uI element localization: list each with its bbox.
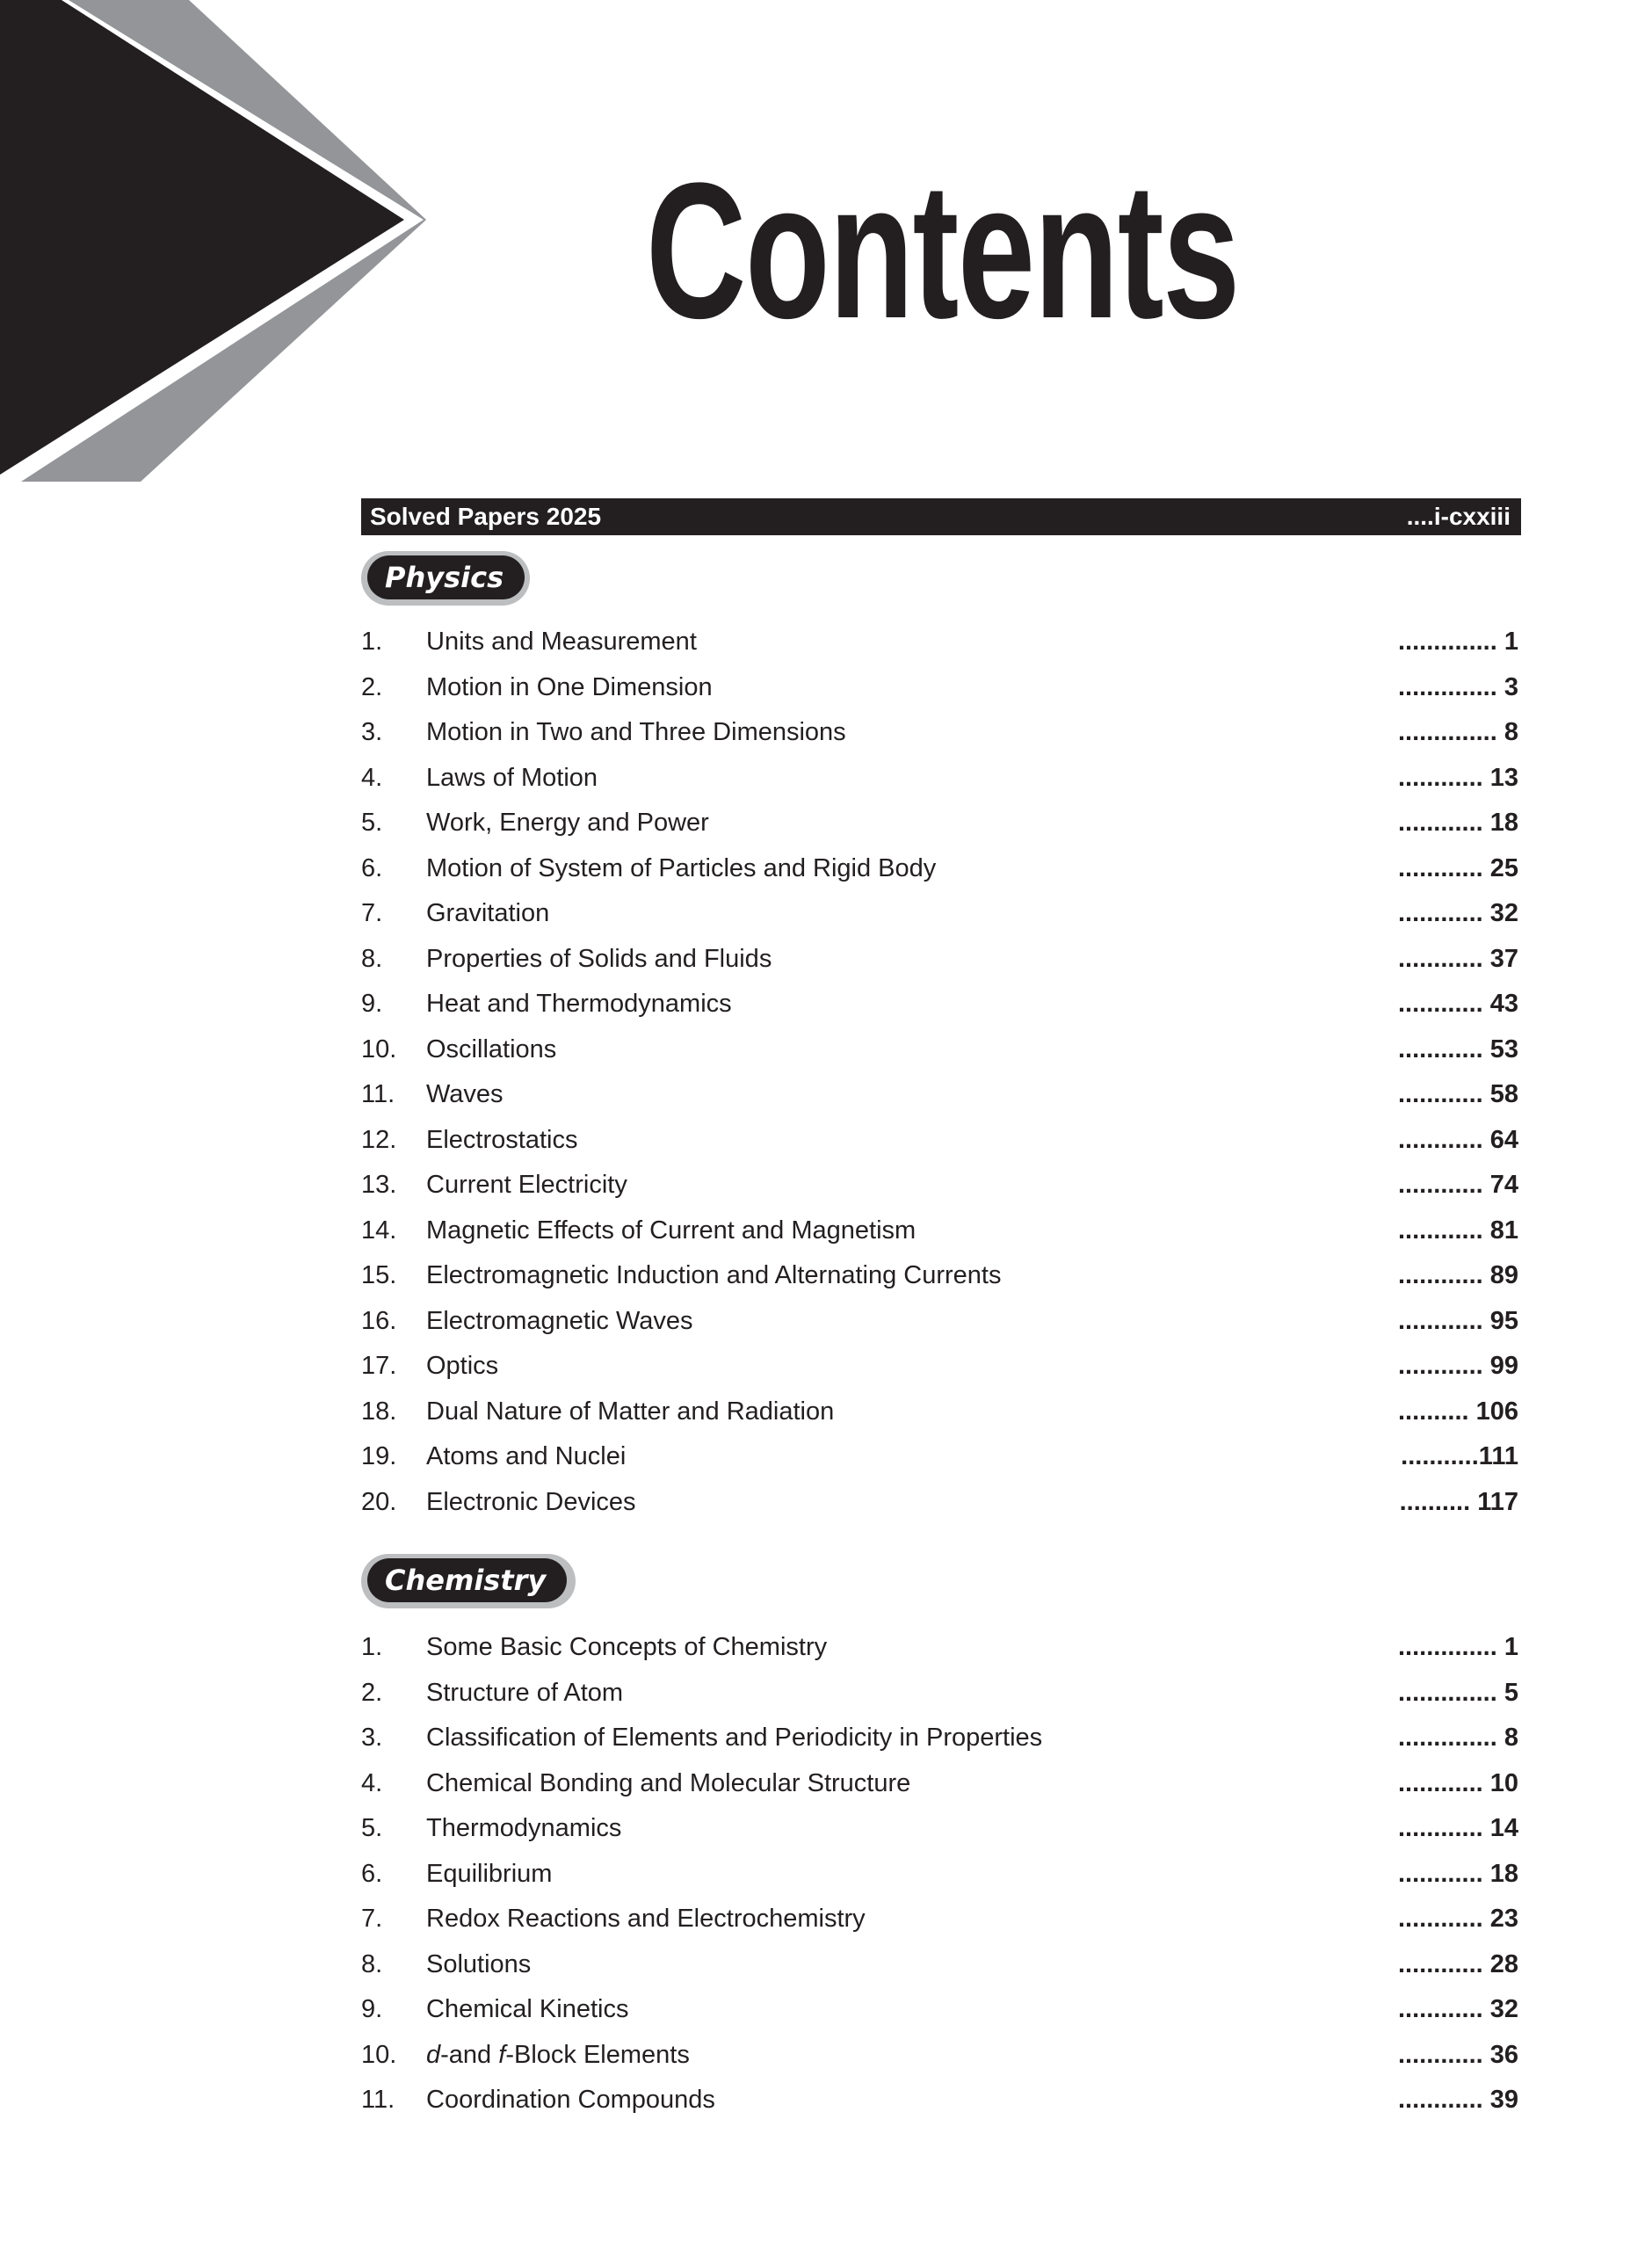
toc-row	[361, 710, 1521, 756]
toc-row	[361, 1671, 1521, 1717]
chapter-number: 4.	[361, 1768, 383, 1797]
toc-row	[361, 846, 1521, 892]
toc-row	[361, 1390, 1521, 1435]
chapter-number: 7.	[361, 899, 383, 927]
chapter-page: ............ 32	[1398, 899, 1518, 927]
toc-row	[361, 1761, 1521, 1807]
chapter-page: .......... 117	[1399, 1487, 1518, 1516]
chapter-page: ............ 58	[1398, 1080, 1518, 1108]
toc-row	[361, 1806, 1521, 1852]
chapter-number: 16.	[361, 1306, 397, 1335]
chapter-number: 5.	[361, 809, 383, 837]
toc-row	[361, 2033, 1521, 2079]
chapter-title: Chemical Bonding and Molecular Structure	[426, 1768, 911, 1797]
chapter-page: .............. 1	[1398, 628, 1518, 656]
chapter-number: 19.	[361, 1442, 397, 1470]
chapter-page: ............ 36	[1398, 2040, 1518, 2069]
physics-heading-label: Physics	[367, 555, 525, 599]
chapter-title: Work, Energy and Power	[426, 809, 709, 837]
toc-row	[361, 756, 1521, 802]
chapter-title-f: f	[498, 2040, 506, 2069]
toc-row	[361, 1118, 1521, 1164]
chapter-title: Thermodynamics	[426, 1814, 622, 1842]
chapter-number: 9.	[361, 1995, 383, 2023]
chapter-number: 17.	[361, 1352, 397, 1380]
page-title: Contents	[646, 142, 1239, 359]
toc-row	[361, 1208, 1521, 1254]
chapter-number: 8.	[361, 1949, 383, 1978]
chapter-title: Coordination Compounds	[426, 2086, 715, 2114]
chapter-title: Dual Nature of Matter and Radiation	[426, 1397, 835, 1426]
chapter-title: Laws of Motion	[426, 763, 598, 792]
chapter-title: Heat and Thermodynamics	[426, 990, 732, 1018]
toc-row	[361, 1480, 1521, 1526]
chapter-title: Oscillations	[426, 1034, 557, 1063]
toc-row	[361, 801, 1521, 846]
chapter-number: 12.	[361, 1125, 397, 1154]
chapter-title: Properties of Solids and Fluids	[426, 944, 772, 973]
chapter-page: ............ 10	[1398, 1768, 1518, 1797]
chapter-title: Redox Reactions and Electrochemistry	[426, 1905, 866, 1933]
chapter-title: Classification of Elements and Periodicity in Properties	[426, 1724, 1043, 1752]
chapter-number: 2.	[361, 672, 383, 701]
chapter-number: 14.	[361, 1216, 397, 1245]
chapter-page: ............ 14	[1398, 1814, 1518, 1842]
toc-row	[361, 982, 1521, 1027]
chapter-number: 1.	[361, 628, 383, 656]
chapter-number: 5.	[361, 1814, 383, 1842]
chapter-title-rest: -Block Elements	[505, 2040, 690, 2069]
chapter-title: Equilibrium	[426, 1859, 553, 1888]
chapter-number: 20.	[361, 1487, 397, 1516]
toc-row	[361, 1625, 1521, 1671]
chapter-title: Waves	[426, 1080, 504, 1108]
chapter-page: ............ 81	[1398, 1216, 1518, 1245]
chapter-number: 10.	[361, 2040, 397, 2069]
chemistry-heading-label: Chemistry	[367, 1558, 567, 1602]
chapter-page: ...........111	[1401, 1442, 1518, 1470]
chapter-number: 13.	[361, 1171, 397, 1199]
chapter-title-d: d	[426, 2040, 441, 2069]
chapter-title: Magnetic Effects of Current and Magnetism	[426, 1216, 917, 1245]
chapter-page: ............ 18	[1398, 1859, 1518, 1888]
corner-arrow-graphic	[0, 0, 439, 492]
chapter-number: 15.	[361, 1261, 397, 1289]
chapter-page: ............ 37	[1398, 944, 1518, 973]
toc-row	[361, 1942, 1521, 1988]
chapter-page: ............ 89	[1398, 1261, 1518, 1289]
chapter-number: 4.	[361, 763, 383, 792]
solved-papers-bar	[361, 498, 1521, 535]
toc-row	[361, 2078, 1521, 2123]
chapter-page: .......... 106	[1397, 1397, 1518, 1426]
chapter-number: 8.	[361, 944, 383, 973]
chapter-page: ............ 64	[1398, 1125, 1518, 1154]
chemistry-chapter-list	[361, 1625, 1521, 2123]
chapter-number: 3.	[361, 718, 383, 746]
chapter-number: 1.	[361, 1633, 383, 1661]
toc-row	[361, 665, 1521, 711]
toc-row	[361, 1253, 1521, 1299]
toc-row	[361, 1299, 1521, 1345]
toc-row	[361, 1716, 1521, 1761]
chapter-number: 6.	[361, 1859, 383, 1888]
chapter-title: Electrostatics	[426, 1125, 578, 1154]
chapter-title-mid: -and	[440, 2040, 499, 2069]
chapter-page: .............. 8	[1398, 1724, 1518, 1752]
chapter-page: ............ 39	[1398, 2086, 1518, 2114]
chapter-number: 11.	[361, 1080, 395, 1108]
chapter-page: .............. 8	[1398, 718, 1518, 746]
chapter-number: 10.	[361, 1034, 397, 1063]
toc-row	[361, 1987, 1521, 2033]
chapter-number: 6.	[361, 853, 383, 882]
chapter-page: ............ 28	[1398, 1949, 1518, 1978]
chapter-page: ............ 74	[1398, 1171, 1518, 1199]
toc-row	[361, 1434, 1521, 1480]
chapter-title: Motion in Two and Three Dimensions	[426, 718, 846, 746]
chapter-title: Current Electricity	[426, 1171, 627, 1199]
chapter-title: Chemical Kinetics	[426, 1995, 629, 2023]
chapter-number: 2.	[361, 1678, 383, 1707]
chapter-title: Electromagnetic Induction and Alternating Currents	[426, 1261, 1002, 1289]
solved-papers-pages: ....i-cxxiii	[1406, 503, 1511, 530]
chapter-title: Structure of Atom	[426, 1678, 624, 1707]
chapter-title: Optics	[426, 1352, 499, 1380]
chapter-title: Some Basic Concepts of Chemistry	[426, 1633, 828, 1661]
chapter-title	[426, 2033, 690, 2079]
physics-chapter-list	[361, 620, 1521, 1525]
chapter-number: 11.	[361, 2086, 395, 2114]
chapter-title: Solutions	[426, 1949, 532, 1978]
toc-row	[361, 1072, 1521, 1118]
toc-row	[361, 937, 1521, 983]
chapter-title: Units and Measurement	[426, 628, 697, 656]
chapter-page: ............ 18	[1398, 809, 1518, 837]
toc-row	[361, 891, 1521, 937]
solved-papers-label: Solved Papers 2025	[370, 503, 602, 530]
chapter-title: Atoms and Nuclei	[426, 1442, 627, 1470]
chapter-page: .............. 1	[1398, 1633, 1518, 1661]
chapter-page: ............ 95	[1398, 1306, 1518, 1335]
toc-row	[361, 1344, 1521, 1390]
chapter-title: Electronic Devices	[426, 1487, 636, 1516]
toc-row	[361, 1027, 1521, 1073]
toc-row	[361, 1163, 1521, 1208]
chapter-number: 18.	[361, 1397, 397, 1426]
chapter-page: ............ 43	[1398, 990, 1518, 1018]
chapter-page: ............ 23	[1398, 1905, 1518, 1933]
chapter-page: ............ 53	[1398, 1034, 1518, 1063]
chapter-number: 7.	[361, 1905, 383, 1933]
chapter-page: ............ 99	[1398, 1352, 1518, 1380]
toc-row	[361, 1897, 1521, 1942]
chapter-title: Motion of System of Particles and Rigid Body	[426, 853, 937, 882]
toc-row	[361, 1852, 1521, 1898]
chapter-page: ............ 32	[1398, 1995, 1518, 2023]
chapter-page: ............ 25	[1398, 853, 1518, 882]
toc-row	[361, 620, 1521, 665]
chapter-number: 3.	[361, 1724, 383, 1752]
chapter-page: ............ 13	[1398, 763, 1518, 792]
chapter-page: .............. 5	[1398, 1678, 1518, 1707]
chapter-title: Motion in One Dimension	[426, 672, 713, 701]
chapter-title: Electromagnetic Waves	[426, 1306, 693, 1335]
chapter-title: Gravitation	[426, 899, 550, 927]
chapter-page: .............. 3	[1398, 672, 1518, 701]
chapter-number: 9.	[361, 990, 383, 1018]
